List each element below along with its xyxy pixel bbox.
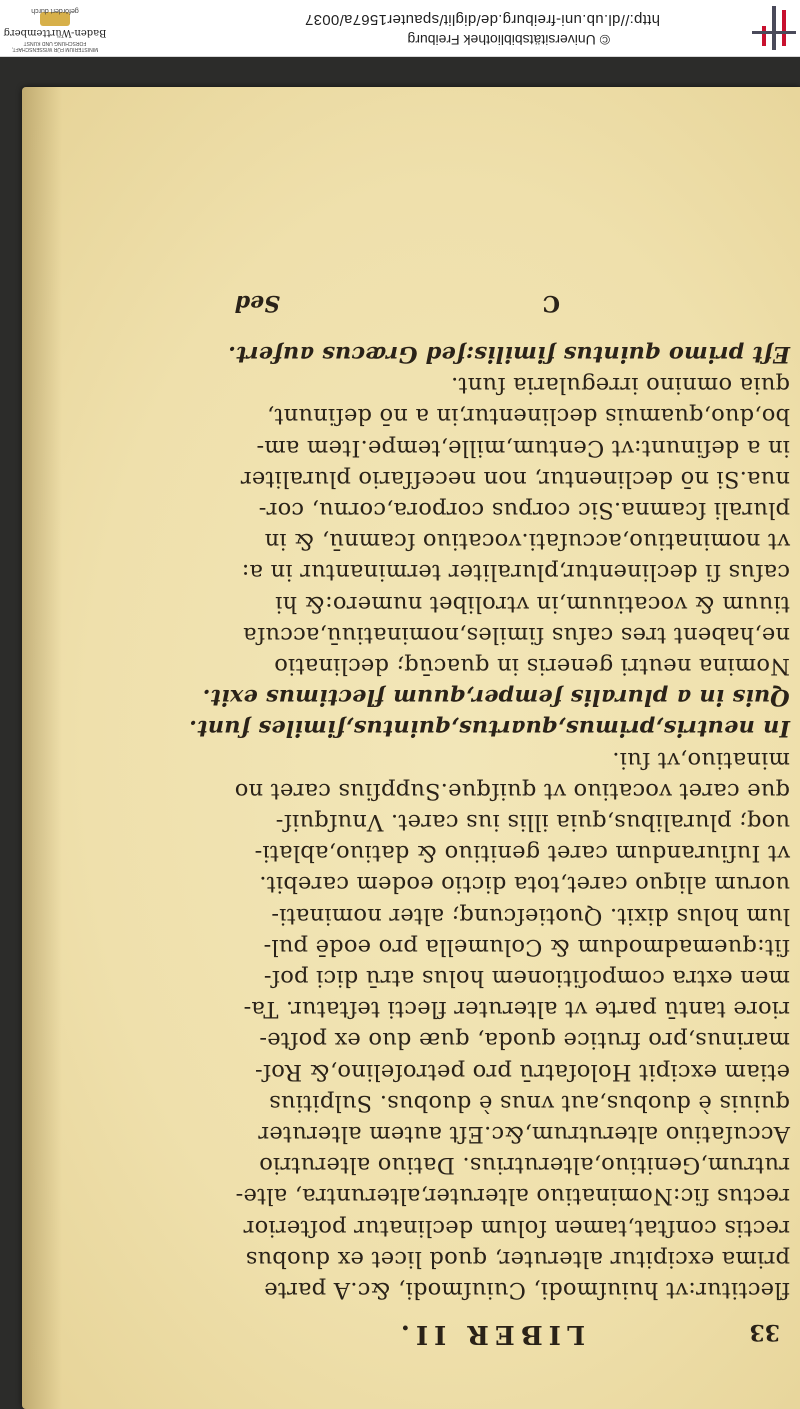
text-line: prima excipitur alteruter, quod licet ex duobus xyxy=(245,1245,790,1272)
document-url[interactable]: http://dl.ub.uni-freiburg.de/diglit/spauter1567a/0037 xyxy=(304,11,660,28)
signature-mark: C xyxy=(542,289,560,316)
text-line: rectis conſtat,tamen ſolum declinatur poſterior xyxy=(243,1214,790,1241)
viewer-header xyxy=(0,0,800,57)
text-line: lum holus dixit. Quotieſcunq; alter nominati- xyxy=(271,902,790,929)
text-line: ſit:quemadmodum & Columella pro eodē pul- xyxy=(263,933,790,960)
text-line: In neutris,primus,quartus,quintus,ſimiles ſunt. xyxy=(189,715,790,742)
text-line: quiuis è duobus,aut vnus è duobus. Sulpitius xyxy=(268,1089,790,1116)
text-line: ne,habent tres caſus ſimiles,nominatiuū,accuſa xyxy=(242,621,790,648)
text-line: men extra compoſitionem holus atrū dici poſ- xyxy=(263,964,790,991)
page-text-rotated xyxy=(22,87,800,1409)
text-line: in a deſinunt:vt Centum,mille,tempe.Item am- xyxy=(256,434,790,461)
sponsor-ministry: MINISTERIUM FÜR WISSENSCHAFT, FORSCHUNG UND KUNST xyxy=(11,40,99,52)
text-line: bo,duo,quamuis declinentur,in a nō deſinunt, xyxy=(266,403,790,430)
text-line: Eſt primo quintus ſimilis:ſed Græcus aufert. xyxy=(228,340,790,367)
sponsor-name: Baden-Württemberg xyxy=(3,27,107,38)
folio-number: 33 xyxy=(749,1319,780,1345)
text-line: caſus ſi declinentur,pluraliter terminantur in a: xyxy=(241,559,790,586)
text-line: Accuſatiuo alterutrum,&c.Eſt autem alteruter xyxy=(258,1120,790,1147)
ub-freiburg-logo[interactable] xyxy=(740,4,800,50)
page-header xyxy=(190,1311,790,1351)
text-line: tiuum & vocatiuum,in vtrolibet numero:& hi xyxy=(275,590,790,617)
text-line: rutrum,Genitiuo,alterutrius. Datiuo alterutrio xyxy=(259,1152,790,1179)
text-line: riore tantū parte vt alteruter flecti teſtatur. Ta- xyxy=(243,996,790,1023)
catchword: Sed xyxy=(234,289,280,316)
text-line: vt Iuſiurandum caret genitiuo & datiuo,ablati- xyxy=(254,840,790,867)
sponsor-logo xyxy=(0,2,110,52)
text-line: vt nominatiuo,accuſati.vocatiuo ſcamnū, & in xyxy=(264,528,790,555)
copyright-notice: © Universitätsbibliothek Freiburg xyxy=(407,32,610,48)
text-line: Quis in a pluralis ſemper,quum flectimus exit. xyxy=(202,684,790,711)
text-line: etiam excipit Holoſatrū pro petroſelino,& Roſ- xyxy=(254,1058,790,1085)
text-line: Nomina neutri generis in quacūq; declinatio xyxy=(274,652,790,679)
text-lines xyxy=(190,338,790,1305)
text-line: uoq; pluralibus,quia illis ius caret. Vnuſquiſ- xyxy=(275,808,790,835)
coat-of-arms-icon xyxy=(40,12,70,26)
text-line: plurali ſcamna.Sic corpus corpora,cornu, cor- xyxy=(258,496,790,523)
page-footer xyxy=(190,280,790,320)
text-line: flectitur:vt huiuſmodi, Cuiuſmodi, &c.A parte xyxy=(264,1277,790,1303)
text-line: marinus,pro frutice quoda, quæ duo ex poſte- xyxy=(259,1027,790,1054)
text-line: uorum aliquo caret,tota dictio eodem carebit. xyxy=(259,871,790,898)
text-line: minatiuo,vt ſui. xyxy=(612,746,790,773)
running-head: LIBER II. xyxy=(394,1319,586,1349)
sponsor-note: gefördert durch xyxy=(31,7,79,14)
text-line: que caret vocatiuo vt quiſque.Suppſius caret no xyxy=(234,777,790,804)
text-line: quia omnino irregularia ſunt. xyxy=(450,372,790,399)
text-line: nua.Si nō declinentur, non neceſſario pluraliter xyxy=(240,465,790,492)
text-line: rectus ſic:Nominatiuo alteruter,alteruntra, alte- xyxy=(235,1183,790,1210)
